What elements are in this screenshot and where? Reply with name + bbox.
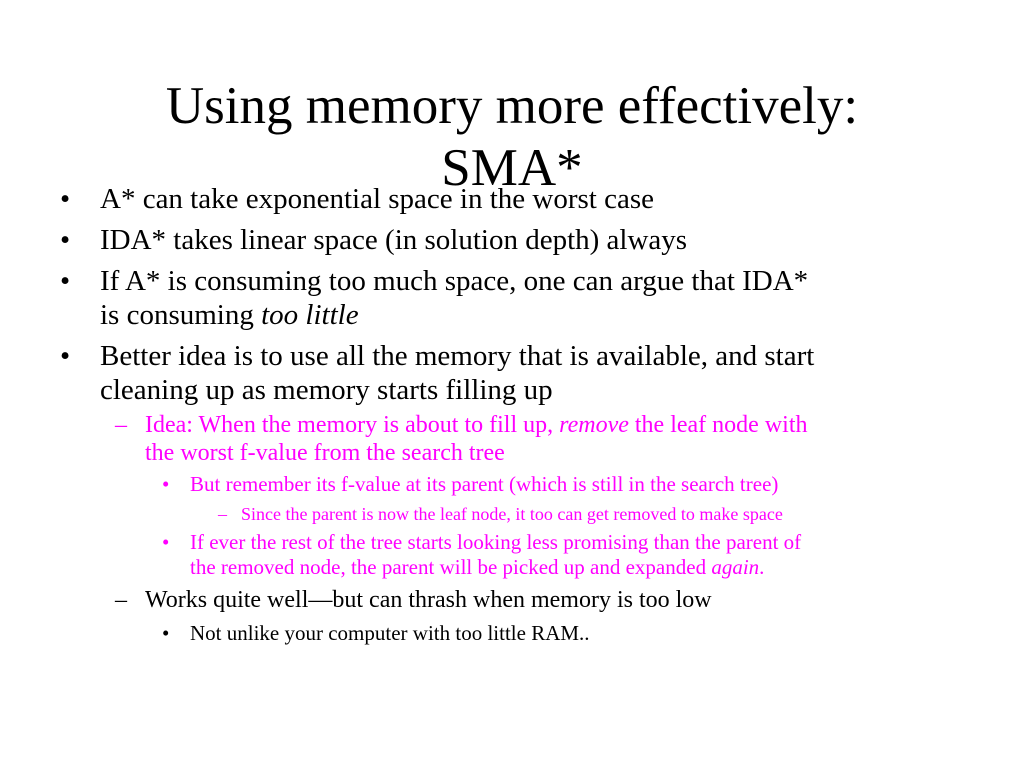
emphasis-remove: remove: [559, 412, 629, 438]
bullet-marker: •: [162, 530, 170, 554]
bullet-text: [100, 264, 808, 332]
level4-bullet-text: Since the parent is now the leaf node, it too can get removed to make space: [241, 504, 783, 524]
sub-bullet-text: [145, 411, 808, 467]
title-line-1: Using memory more effectively:: [165, 77, 859, 135]
bullet-too-much-space: [60, 264, 809, 331]
sub-bullet-text-line-1: [145, 411, 808, 439]
bullet-text: [100, 339, 814, 407]
bullet-marker: •: [162, 472, 170, 496]
bullet-marker: •: [60, 224, 71, 256]
bullet-text-line-1: If A* is consuming too much space, one can argue that IDA*: [100, 265, 809, 297]
dash-marker: –: [115, 587, 127, 613]
sub-sub-bullet-ever: [162, 530, 802, 579]
sub-bullet-works: [115, 586, 712, 614]
ever-text-post: .: [759, 555, 765, 579]
emphasis-again: again: [711, 555, 760, 579]
emphasis-too-little: too little: [261, 299, 359, 331]
slide-title: [0, 75, 1024, 199]
level4-bullet-since-parent: [218, 503, 783, 525]
sub-sub-bullet-text: Not unlike your computer with too little RAM..: [190, 621, 590, 645]
bullet-marker: •: [60, 265, 71, 297]
bullet-linear-space: [60, 223, 688, 257]
sub-sub-bullet-ram: [162, 621, 590, 646]
sub-sub-bullet-text: But remember its f-value at its parent (which is still in the search tree): [190, 472, 779, 496]
bullet-text-line-2-plain: is consuming: [100, 299, 262, 331]
bullet-text-line-2: [100, 298, 808, 332]
dash-marker: –: [218, 504, 227, 524]
dash-marker: –: [115, 412, 127, 438]
sub-bullet-text-line-2: the worst f-value from the search tree: [145, 440, 505, 466]
bullet-marker: •: [162, 621, 170, 645]
bullet-marker: •: [60, 183, 71, 215]
idea-text-post: the leaf node with: [628, 412, 808, 438]
sub-sub-bullet-text-line-2: [190, 555, 801, 580]
bullet-text-line-2: cleaning up as memory starts filling up: [100, 374, 553, 406]
bullet-text: A* can take exponential space in the worst case: [100, 183, 655, 215]
bullet-text-line-1: Better idea is to use all the memory that is available, and start: [100, 340, 815, 372]
sub-sub-bullet-text-line-1: If ever the rest of the tree starts looking less promising than the parent of: [190, 530, 802, 554]
bullet-exponential-space: [60, 182, 655, 216]
title-line-2: SMA*: [441, 139, 583, 197]
bullet-better-idea: [60, 339, 815, 406]
sub-bullet-idea: [115, 411, 808, 466]
sub-sub-bullet-text: [190, 530, 801, 580]
bullet-text: IDA* takes linear space (in solution depth) always: [100, 224, 688, 256]
sub-bullet-text: Works quite well—but can thrash when memory is too low: [145, 587, 712, 613]
ever-text-pre: the removed node, the parent will be picked up and expanded: [190, 555, 712, 579]
bullet-marker: •: [60, 340, 71, 372]
idea-text-pre: Idea: When the memory is about to fill up,: [145, 412, 560, 438]
sub-sub-bullet-remember: [162, 472, 779, 497]
